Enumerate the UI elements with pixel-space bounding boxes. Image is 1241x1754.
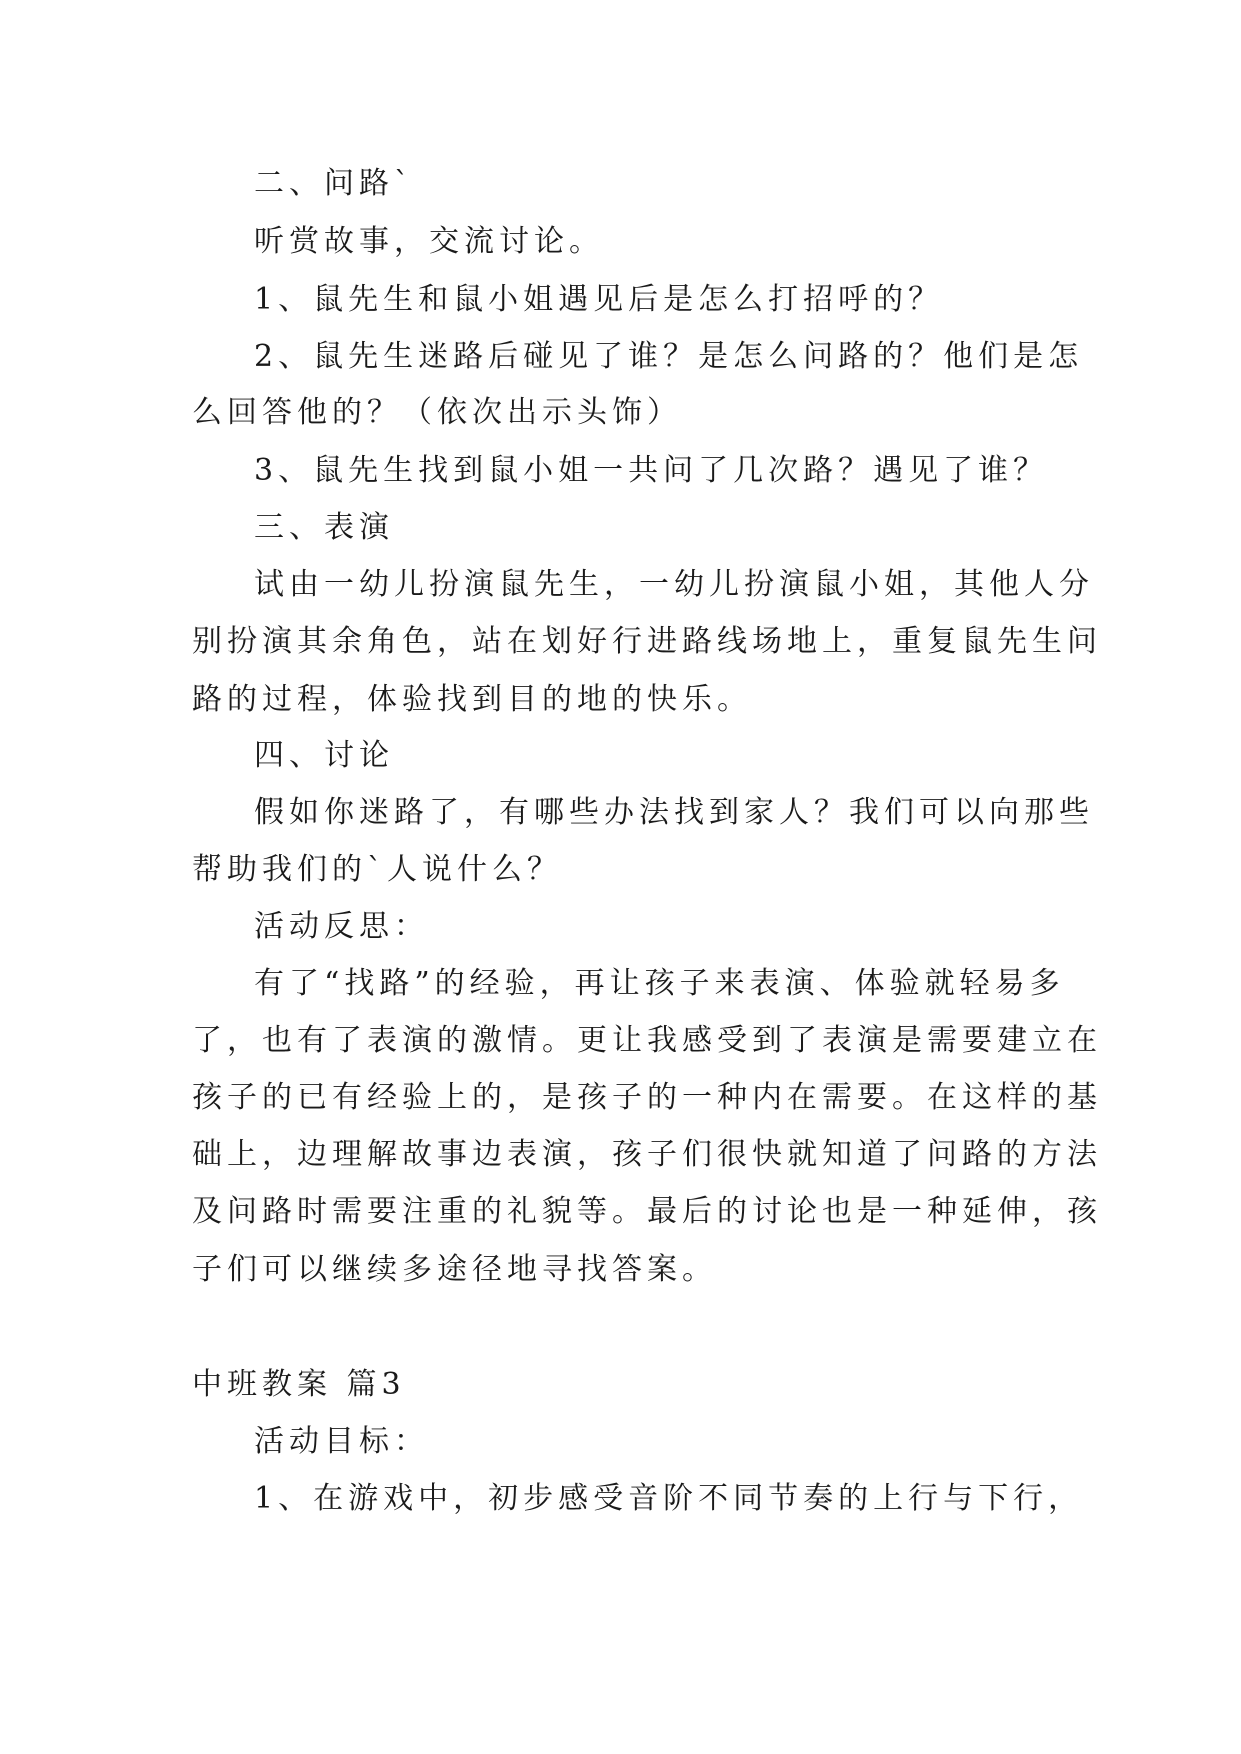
paragraph-line: 试由一幼儿扮演鼠先生，一幼儿扮演鼠小姐，其他人分 — [254, 567, 1094, 602]
paragraph-line: 子们可以继续多途径地寻找答案。 — [192, 1252, 717, 1287]
paragraph-line: 础上，边理解故事边表演，孩子们很快就知道了问路的方法 — [192, 1137, 1102, 1172]
section-heading-ask-way: 二、问路` — [254, 166, 414, 201]
section-heading-discuss: 四、讨论 — [254, 738, 394, 773]
paragraph-line: 1、在游戏中，初步感受音阶不同节奏的上行与下行， — [254, 1481, 1084, 1516]
paragraph-line: 有了“找路”的经验，再让孩子来表演、体验就轻易多 — [254, 966, 1065, 1001]
paragraph-line: 听赏故事，交流讨论。 — [254, 224, 604, 259]
section-heading-perform: 三、表演 — [254, 510, 394, 545]
section-heading-goals: 活动目标： — [254, 1424, 429, 1459]
paragraph-line: 别扮演其余角色，站在划好行进路线场地上，重复鼠先生问 — [192, 624, 1102, 659]
paragraph-line: 帮助我们的`人说什么？ — [192, 852, 562, 887]
paragraph-line: 孩子的已有经验上的，是孩子的一种内在需要。在这样的基 — [192, 1080, 1102, 1115]
paragraph-line: 了，也有了表演的激情。更让我感受到了表演是需要建立在 — [192, 1023, 1102, 1058]
lesson-title: 中班教案 篇3 — [192, 1367, 406, 1402]
paragraph-line: 假如你迷路了，有哪些办法找到家人？我们可以向那些 — [254, 795, 1094, 830]
paragraph-line: 2、鼠先生迷路后碰见了谁？是怎么问路的？他们是怎 — [254, 339, 1084, 374]
paragraph-line: 1、鼠先生和鼠小姐遇见后是怎么打招呼的？ — [254, 282, 944, 317]
paragraph-line: 路的过程，体验找到目的地的快乐。 — [192, 682, 752, 717]
section-heading-reflection: 活动反思： — [254, 909, 429, 944]
paragraph-line: 3、鼠先生找到鼠小姐一共问了几次路？遇见了谁？ — [254, 453, 1049, 488]
paragraph-line: 及问路时需要注重的礼貌等。最后的讨论也是一种延伸，孩 — [192, 1194, 1102, 1229]
paragraph-line: 么回答他的？（依次出示头饰） — [192, 395, 682, 430]
